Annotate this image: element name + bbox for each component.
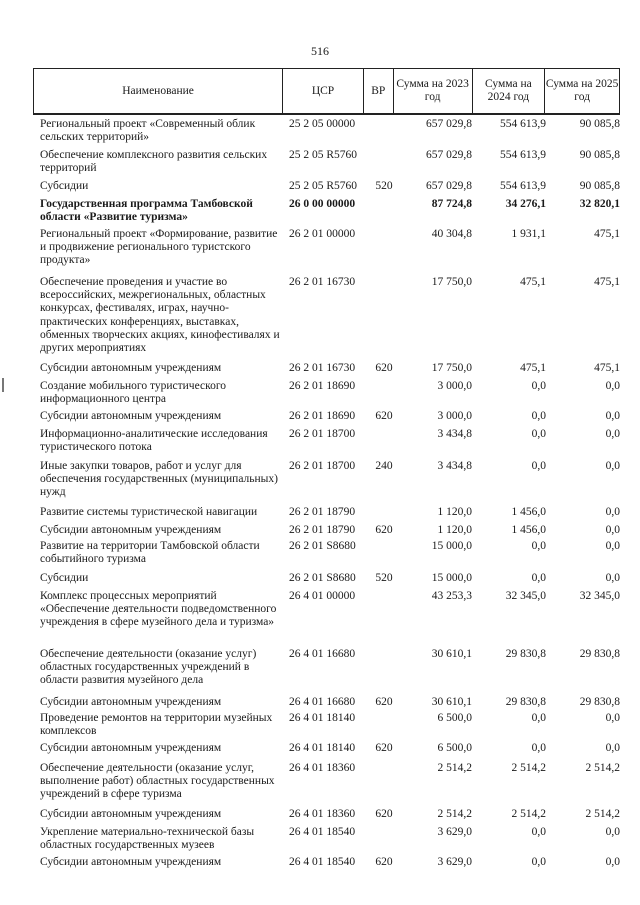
row-csr: 26 4 01 00000 — [289, 590, 356, 602]
row-sum-2025: 0,0 — [605, 712, 620, 724]
row-sum-2024: 475,1 — [520, 362, 546, 374]
row-name: Субсидии — [40, 180, 89, 192]
row-vr: 620 — [375, 856, 393, 868]
row-sum-2024: 0,0 — [531, 712, 546, 724]
row-name: Информационно-аналитические исследования туристического потока — [40, 428, 268, 454]
header-csr: ЦСР — [283, 69, 364, 113]
header-name: Наименование — [34, 69, 283, 113]
row-sum-2024: 2 514,2 — [511, 808, 546, 820]
row-sum-2024: 32 345,0 — [505, 590, 546, 602]
row-sum-2023: 3 434,8 — [437, 428, 472, 440]
row-sum-2025: 32 820,1 — [579, 198, 620, 210]
row-sum-2024: 554 613,9 — [500, 118, 546, 130]
row-csr: 25 2 05 00000 — [289, 118, 356, 130]
row-csr: 26 4 01 18360 — [289, 762, 356, 774]
row-sum-2025: 475,1 — [594, 228, 620, 240]
row-sum-2023: 3 434,8 — [437, 460, 472, 472]
row-sum-2024: 0,0 — [531, 856, 546, 868]
row-sum-2023: 17 750,0 — [431, 362, 472, 374]
row-sum-2023: 15 000,0 — [431, 572, 472, 584]
row-sum-2025: 0,0 — [605, 540, 620, 552]
row-name: Создание мобильного туристического информационного центра — [40, 380, 226, 406]
row-csr: 25 2 05 R5760 — [289, 149, 358, 161]
row-name: Субсидии автономным учреждениям — [40, 410, 222, 422]
row-csr: 26 4 01 18360 — [289, 808, 356, 820]
row-sum-2023: 6 500,0 — [437, 712, 472, 724]
row-sum-2025: 0,0 — [605, 826, 620, 838]
row-vr: 620 — [375, 362, 393, 374]
row-vr: 520 — [375, 180, 393, 192]
row-sum-2023: 3 000,0 — [437, 380, 472, 392]
row-vr: 620 — [375, 410, 393, 422]
row-sum-2024: 0,0 — [531, 540, 546, 552]
row-vr: 620 — [375, 808, 393, 820]
row-sum-2025: 475,1 — [594, 276, 620, 288]
page-number: 516 — [311, 44, 329, 58]
row-sum-2024: 554 613,9 — [500, 180, 546, 192]
row-sum-2025: 0,0 — [605, 460, 620, 472]
row-name: Региональный проект «Современный облик сельских территорий» — [40, 118, 256, 144]
row-vr: 520 — [375, 572, 393, 584]
row-sum-2025: 0,0 — [605, 410, 620, 422]
row-csr: 26 4 01 16680 — [289, 648, 356, 660]
row-sum-2024: 0,0 — [531, 380, 546, 392]
row-csr: 26 2 01 18700 — [289, 460, 356, 472]
row-sum-2023: 3 000,0 — [437, 410, 472, 422]
row-name: Иные закупки товаров, работ и услуг для обеспечения государственных (муниципальных) нужд — [40, 460, 278, 499]
row-name: Обеспечение деятельности (оказание услуг, выполнение работ) областных государственных учреждений в сфере туризма — [40, 762, 275, 801]
row-csr: 26 4 01 18540 — [289, 826, 356, 838]
row-name: Субсидии автономным учреждениям — [40, 742, 222, 754]
row-sum-2023: 2 514,2 — [437, 808, 472, 820]
row-csr: 26 2 01 18790 — [289, 524, 356, 536]
row-vr: 620 — [375, 524, 393, 536]
row-sum-2024: 1 456,0 — [511, 524, 546, 536]
row-name: Субсидии — [40, 572, 89, 584]
row-sum-2023: 17 750,0 — [431, 276, 472, 288]
row-csr: 26 4 01 18140 — [289, 712, 356, 724]
row-sum-2024: 0,0 — [531, 410, 546, 422]
row-sum-2025: 0,0 — [605, 856, 620, 868]
row-sum-2023: 657 029,8 — [426, 180, 472, 192]
row-sum-2024: 34 276,1 — [505, 198, 546, 210]
row-vr: 620 — [375, 696, 393, 708]
row-vr: 620 — [375, 742, 393, 754]
row-vr: 240 — [375, 460, 393, 472]
row-sum-2024: 1 931,1 — [511, 228, 546, 240]
row-sum-2025: 90 085,8 — [579, 180, 620, 192]
row-name: Субсидии автономным учреждениям — [40, 524, 222, 536]
row-csr: 26 2 01 18690 — [289, 380, 356, 392]
row-sum-2023: 3 629,0 — [437, 826, 472, 838]
row-name: Развитие системы туристической навигации — [40, 506, 258, 518]
row-csr: 26 2 01 00000 — [289, 228, 356, 240]
row-csr: 26 2 01 16730 — [289, 276, 356, 288]
row-sum-2024: 29 830,8 — [505, 648, 546, 660]
row-sum-2025: 475,1 — [594, 362, 620, 374]
row-sum-2024: 1 456,0 — [511, 506, 546, 518]
row-csr: 25 2 05 R5760 — [289, 180, 358, 192]
row-sum-2025: 0,0 — [605, 572, 620, 584]
row-csr: 26 2 01 16730 — [289, 362, 356, 374]
row-name: Субсидии автономным учреждениям — [40, 362, 222, 374]
row-sum-2025: 0,0 — [605, 428, 620, 440]
row-name: Государственная программа Тамбовской области «Развитие туризма» — [40, 198, 253, 224]
row-csr: 26 4 01 18540 — [289, 856, 356, 868]
row-sum-2023: 87 724,8 — [431, 198, 472, 210]
row-sum-2024: 554 613,9 — [500, 149, 546, 161]
row-sum-2023: 657 029,8 — [426, 118, 472, 130]
row-name: Комплекс процессных мероприятий «Обеспечение деятельности подведомственного учреждения в сфере музейного дела и туризма» — [40, 590, 277, 629]
row-name: Субсидии автономным учреждениям — [40, 808, 222, 820]
row-csr: 26 4 01 16680 — [289, 696, 356, 708]
header-sum-2023: Сумма на 2023 год — [394, 69, 473, 113]
row-sum-2025: 32 345,0 — [579, 590, 620, 602]
row-sum-2024: 0,0 — [531, 460, 546, 472]
row-sum-2024: 475,1 — [520, 276, 546, 288]
row-sum-2024: 0,0 — [531, 572, 546, 584]
row-name: Обеспечение деятельности (оказание услуг) областных государственных учреждений в области развития музейного дела — [40, 648, 257, 687]
row-sum-2023: 1 120,0 — [437, 506, 472, 518]
row-name: Укрепление материально-технической базы областных государственных музеев — [40, 826, 255, 852]
row-sum-2023: 3 629,0 — [437, 856, 472, 868]
margin-mark — [2, 378, 4, 392]
header-vr: ВР — [364, 69, 394, 113]
row-name: Субсидии автономным учреждениям — [40, 696, 222, 708]
row-sum-2023: 1 120,0 — [437, 524, 472, 536]
row-csr: 26 2 01 S8680 — [289, 540, 356, 552]
row-csr: 26 0 00 00000 — [289, 198, 356, 210]
row-sum-2025: 0,0 — [605, 742, 620, 754]
header-sum-2024: Сумма на 2024 год — [473, 69, 546, 113]
row-sum-2023: 6 500,0 — [437, 742, 472, 754]
row-name: Проведение ремонтов на территории музейных комплексов — [40, 712, 273, 738]
row-sum-2023: 30 610,1 — [431, 696, 472, 708]
row-sum-2024: 2 514,2 — [511, 762, 546, 774]
row-sum-2025: 0,0 — [605, 380, 620, 392]
row-csr: 26 2 01 18790 — [289, 506, 356, 518]
table-header — [33, 68, 620, 115]
row-sum-2025: 0,0 — [605, 524, 620, 536]
row-csr: 26 2 01 S8680 — [289, 572, 356, 584]
row-sum-2024: 29 830,8 — [505, 696, 546, 708]
row-sum-2023: 657 029,8 — [426, 149, 472, 161]
row-name: Региональный проект «Формирование, развитие и продвижение регионального туристского продукта» — [40, 228, 278, 267]
row-name: Обеспечение проведения и участие во всероссийских, межрегиональных, областных конкурсах, фестивалях, играх, научно-практических конференциях, выставках, обменных творческих акциях, кинофестивалях и других мероприятиях — [40, 276, 280, 355]
row-sum-2024: 0,0 — [531, 428, 546, 440]
row-sum-2023: 43 253,3 — [431, 590, 472, 602]
row-sum-2023: 40 304,8 — [431, 228, 472, 240]
header-sum-2025: Сумма на 2025 год — [545, 78, 619, 103]
row-name: Субсидии автономным учреждениям — [40, 856, 222, 868]
row-sum-2025: 29 830,8 — [579, 648, 620, 660]
row-sum-2023: 30 610,1 — [431, 648, 472, 660]
row-sum-2025: 90 085,8 — [579, 118, 620, 130]
row-sum-2023: 15 000,0 — [431, 540, 472, 552]
row-name: Обеспечение комплексного развития сельских территорий — [40, 149, 268, 175]
row-sum-2024: 0,0 — [531, 826, 546, 838]
row-csr: 26 2 01 18690 — [289, 410, 356, 422]
row-sum-2025: 0,0 — [605, 506, 620, 518]
row-csr: 26 2 01 18700 — [289, 428, 356, 440]
row-sum-2025: 29 830,8 — [579, 696, 620, 708]
row-sum-2024: 0,0 — [531, 742, 546, 754]
row-sum-2025: 90 085,8 — [579, 149, 620, 161]
row-sum-2023: 2 514,2 — [437, 762, 472, 774]
row-sum-2025: 2 514,2 — [585, 762, 620, 774]
row-csr: 26 4 01 18140 — [289, 742, 356, 754]
row-sum-2025: 2 514,2 — [585, 808, 620, 820]
row-name: Развитие на территории Тамбовской области событийного туризма — [40, 540, 260, 566]
